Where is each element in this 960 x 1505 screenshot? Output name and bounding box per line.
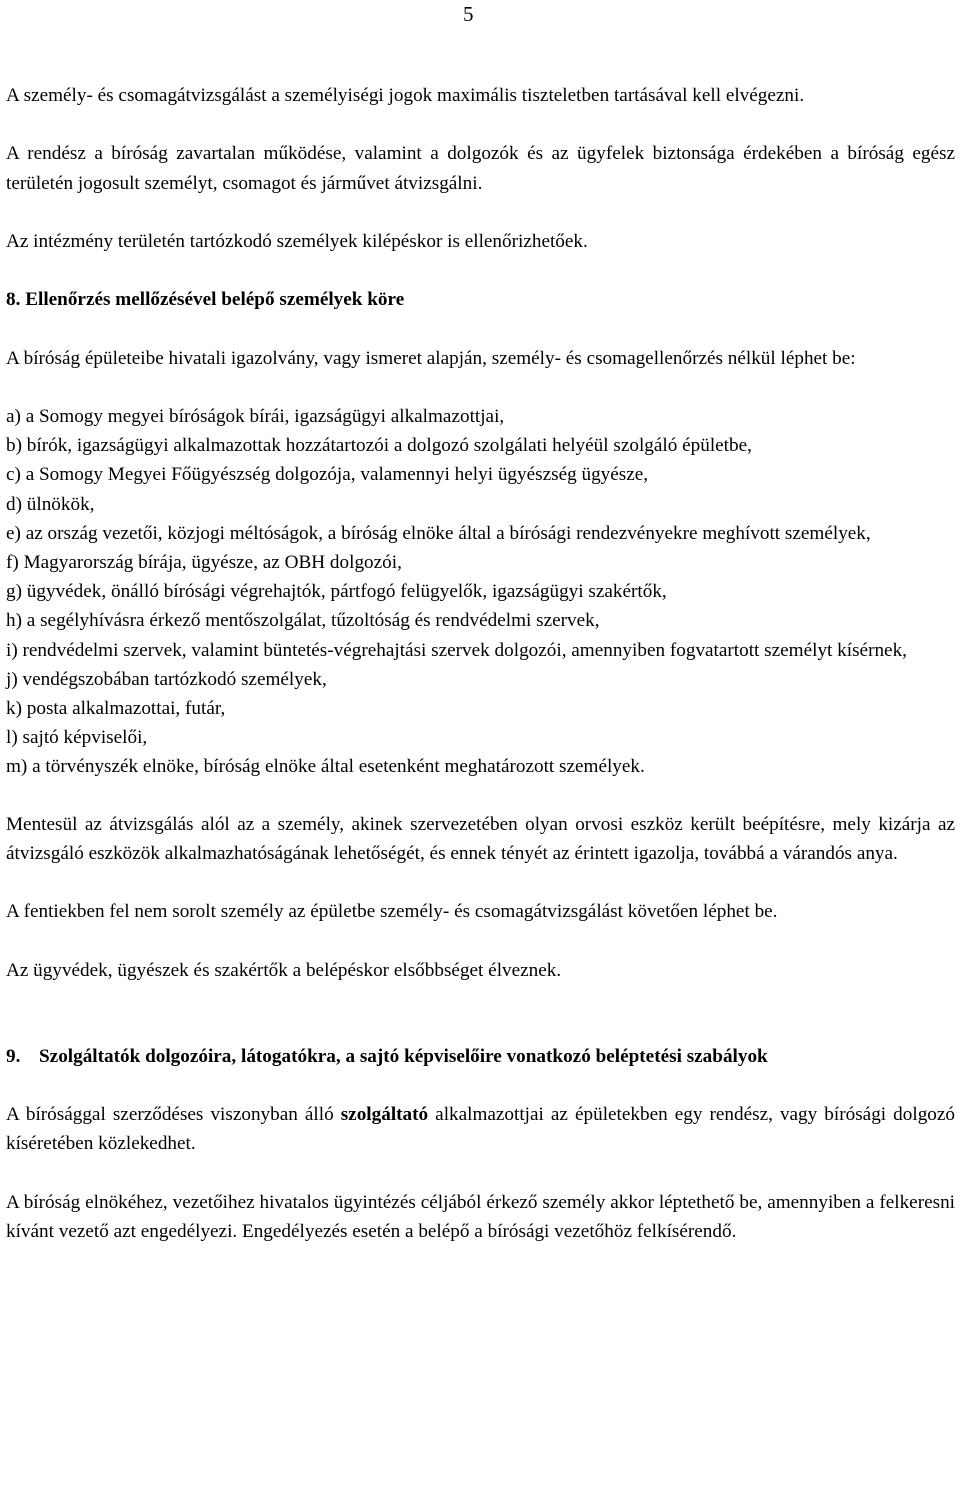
list-item: a) a Somogy megyei bíróságok bírái, igazságügyi alkalmazottjai, [6, 405, 505, 427]
paragraph-others-inspection: A fentiekben fel nem sorolt személy az épületbe személy- és csomagátvizsgálást követően léphet be. [6, 901, 778, 923]
paragraph-inspection-rights: A személy- és csomagátvizsgálást a személyiségi jogok maximális tiszteletben tartásával kell elvégezni. [6, 85, 805, 106]
section-8-heading: 8. Ellenőrzés mellőzésével belépő személyek köre [6, 289, 405, 311]
service-text-before: A bírósággal szerződéses viszonyban álló [6, 1104, 341, 1126]
paragraph-service-providers [6, 1100, 955, 1158]
list-item: c) a Somogy Megyei Főügyészség dolgozója, valamennyi helyi ügyészség ügyésze, [6, 464, 649, 486]
paragraph-guard-authority: A rendész a bíróság zavartalan működése, valamint a dolgozók és az ügyfelek biztonsága érdekében a bíróság egész területén jogosult személyt, csomagot és járművet átvizsgálni. [6, 143, 955, 194]
list-item: b) bírók, igazságügyi alkalmazottak hozzátartozói a dolgozó szolgálati helyéül szolgáló épületbe, [6, 435, 752, 457]
list-item: m) a törvényszék elnöke, bíróság elnöke által esetenként meghatározott személyek. [6, 756, 645, 778]
list-item: e) az ország vezetői, közjogi méltóságok, a bíróság elnöke által a bírósági rendezvényekre meghívott személyek, [6, 522, 871, 544]
document-body [6, 81, 955, 1246]
paragraph-visitors: A bíróság elnökéhez, vezetőihez hivatalos ügyintézés céljából érkező személy akkor léptethető be, amennyiben a felkeresni kívánt vezető azt engedélyezi. Engedélyezés esetén a belépő a bírósági vezetőhöz felkísérendő. [6, 1191, 955, 1242]
section-9-heading [6, 1042, 955, 1071]
list-item: l) sajtó képviselői, [6, 727, 148, 749]
list-item: i) rendvédelmi szervek, valamint büntetés-végrehajtási szervek dolgozói, amennyiben fogvatartott személyt kísérnek, [6, 639, 907, 661]
section-8-intro: A bíróság épületeibe hivatali igazolvány, vagy ismeret alapján, személy- és csomagellenőrzés nélkül léphet be: [6, 347, 856, 369]
exempt-persons-list [6, 402, 955, 782]
section-9-title: Szolgáltatók dolgozóira, látogatókra, a sajtó képviselőire vonatkozó beléptetési szabályok [39, 1045, 768, 1067]
section-9-number: 9. [6, 1045, 21, 1067]
paragraph-medical-exemption: Mentesül az átvizsgálás alól az a személy, akinek szervezetében olyan orvosi eszköz került beépítésre, mely kizárja az átvizsgáló eszközök alkalmazhatóságának lehetőségét, és ennek tényét az érintett igazolja, továbbá a várandós anya. [6, 813, 955, 864]
list-item: g) ügyvédek, önálló bírósági végrehajtók, pártfogó felügyelők, igazságügyi szakértők, [6, 581, 667, 603]
service-text-after: alkalmazottjai az épületekben egy rendész, vagy bírósági dolgozó kíséretében közlekedhet. [6, 1104, 955, 1155]
list-item: f) Magyarország bírája, ügyésze, az OBH dolgozói, [6, 551, 402, 573]
list-item: d) ülnökök, [6, 493, 95, 515]
list-item: k) posta alkalmazottai, futár, [6, 698, 226, 719]
list-item: h) a segélyhívásra érkező mentőszolgálat, tűzoltóság és rendvédelmi szervek, [6, 610, 600, 632]
list-item: j) vendégszobában tartózkodó személyek, [6, 668, 327, 690]
paragraph-priority: Az ügyvédek, ügyészek és szakértők a belépéskor elsőbbséget élveznek. [6, 959, 562, 981]
page-number: 5 [463, 2, 474, 26]
paragraph-exit-check: Az intézmény területén tartózkodó személyek kilépéskor is ellenőrizhetőek. [6, 230, 588, 252]
service-provider-bold: szolgáltató [340, 1104, 429, 1126]
